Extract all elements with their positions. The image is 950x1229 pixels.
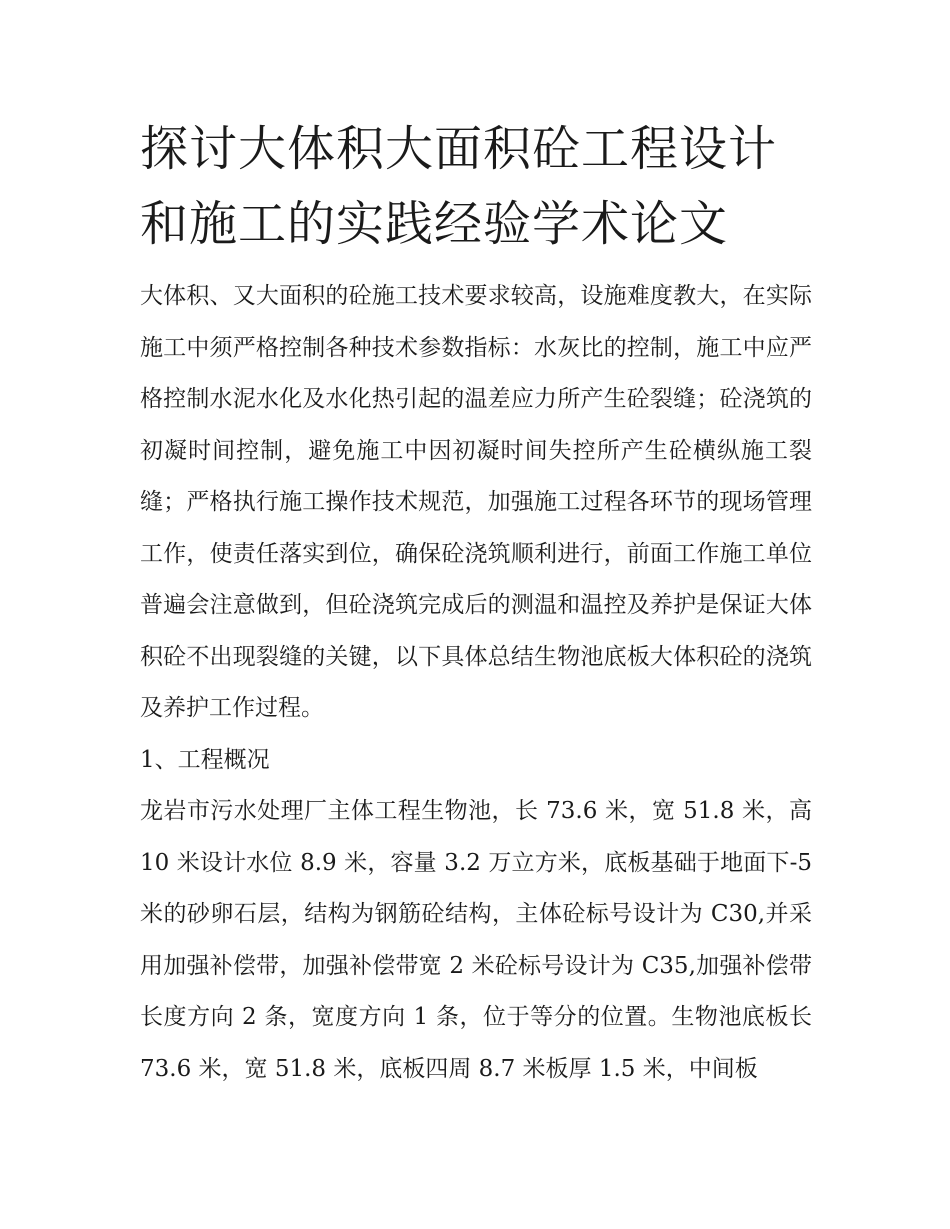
title-line-1: 探讨大体积大面积砼工程设计 (140, 121, 778, 177)
section-body-paragraph: 龙岩市污水处理厂主体工程生物池，长 73.6 米，宽 51.8 米，高 10 米设计水位 8.9 米，容量 3.2 万立方米，底板基础于地面下-5 米的砂卵石层，结构为钢筋砼结构，主体砼标号设计为 C30,并采用加强补偿带，加强补偿带宽 2 米砼标号设计为 C35,加强补偿带长度方向 2 条，宽度方向 1 条，位于等分的位置。生物池底板长 73.6 米，宽 51.8 米，底板四周 8.7 米板厚 1.5 米，中间板 (140, 798, 812, 1082)
section-heading: 1、工程概况 (140, 746, 270, 773)
intro-paragraph: 大体积、又大面积的砼施工技术要求较高，设施难度教大，在实际施工中须严格控制各种技术参数指标：水灰比的控制，施工中应严格控制水泥水化及水化热引起的温差应力所产生砼裂缝；砼浇筑的初凝时间控制，避免施工中因初凝时间失控所产生砼横纵施工裂缝；严格执行施工操作技术规范，加强施工过程各环节的现场管理工作，使责任落实到位，确保砼浇筑顺利进行，前面工作施工单位普遍会注意做到，但砼浇筑完成后的测温和温控及养护是保证大体积砼不出现裂缝的关键，以下具体总结生物池底板大体积砼的浇筑及养护工作过程。 (140, 283, 812, 721)
document-page (140, 112, 812, 1095)
title-line-2: 和施工的实践经验学术论文 (140, 196, 729, 252)
document-title (140, 112, 812, 262)
